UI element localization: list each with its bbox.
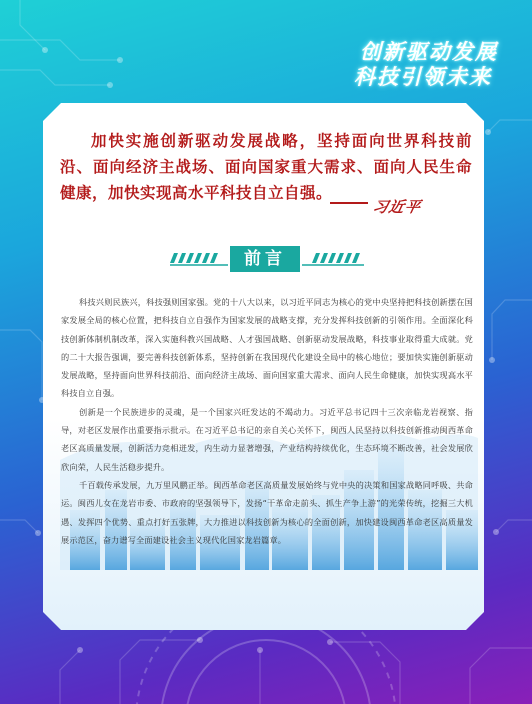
preface-body: [61, 293, 473, 549]
slogan-line-1: 创新驱动发展: [360, 40, 498, 64]
signature-dash: [330, 202, 368, 204]
banner-stripes-right: [302, 253, 364, 267]
paragraph: 创新是一个民族进步的灵魂，是一个国家兴旺发达的不竭动力。习近平总书记四十三次亲临龙岩视察、指导，对老区发展作出重要指示批示。在习近平总书记的亲自关心关怀下，闽西人民坚持以科技创新推动闽西革命老区高质量发展，创新活力竞相迸发，内生动力显著增强，产业结构持续优化，生态环境不断改善，社会发展欣欣向荣，人民生活稳步提升。: [61, 406, 473, 472]
paragraph: 科技兴则民族兴，科技强则国家强。党的十八大以来，以习近平同志为核心的党中央坚持把科技创新摆在国家发展全局的核心位置，把科技自立自强作为国家发展的战略支撑，充分发挥科技创新的引领作用。全面深化科技创新体制机制改革，深入实施科教兴国战略、人才强国战略、创新驱动发展战略，科技事业取得重大成就。党的二十大报告强调，要完善科技创新体系，坚持创新在我国现代化建设全局中的核心地位；要加快实施创新驱动发展战略，坚持面向世界科技前沿、面向经济主战场、面向国家重大需求、面向人民生命健康，加快实现高水平科技自立自强。: [61, 297, 473, 399]
banner-stripes-left: [170, 253, 228, 267]
slogan-line-2: 科技引领未来: [354, 65, 492, 89]
paragraph: 千百载传承发展，九万里风鹏正举。闽西革命老区高质量发展始终与党中央的决策和国家战略同呼吸、共命运。闽西儿女在龙岩市委、市政府的坚强领导下，发扬“干革命走前头、抓生产争上游”的光荣传统，挖掘三大机遇、发挥四个优势、重点打好五张牌，大力推进以科技创新为核心的全面创新，加快建设闽西革命老区高质量发展示范区，奋力谱写全面建设社会主义现代化国家龙岩篇章。: [61, 479, 473, 545]
quote-text: 加快实施创新驱动发展战略，坚持面向世界科技前沿、面向经济主战场、面向国家重大需求、面向人民生命健康，加快实现高水平科技自立自强。: [60, 132, 472, 202]
section-title: 前言: [230, 246, 300, 272]
signature: 习近平: [370, 198, 423, 216]
